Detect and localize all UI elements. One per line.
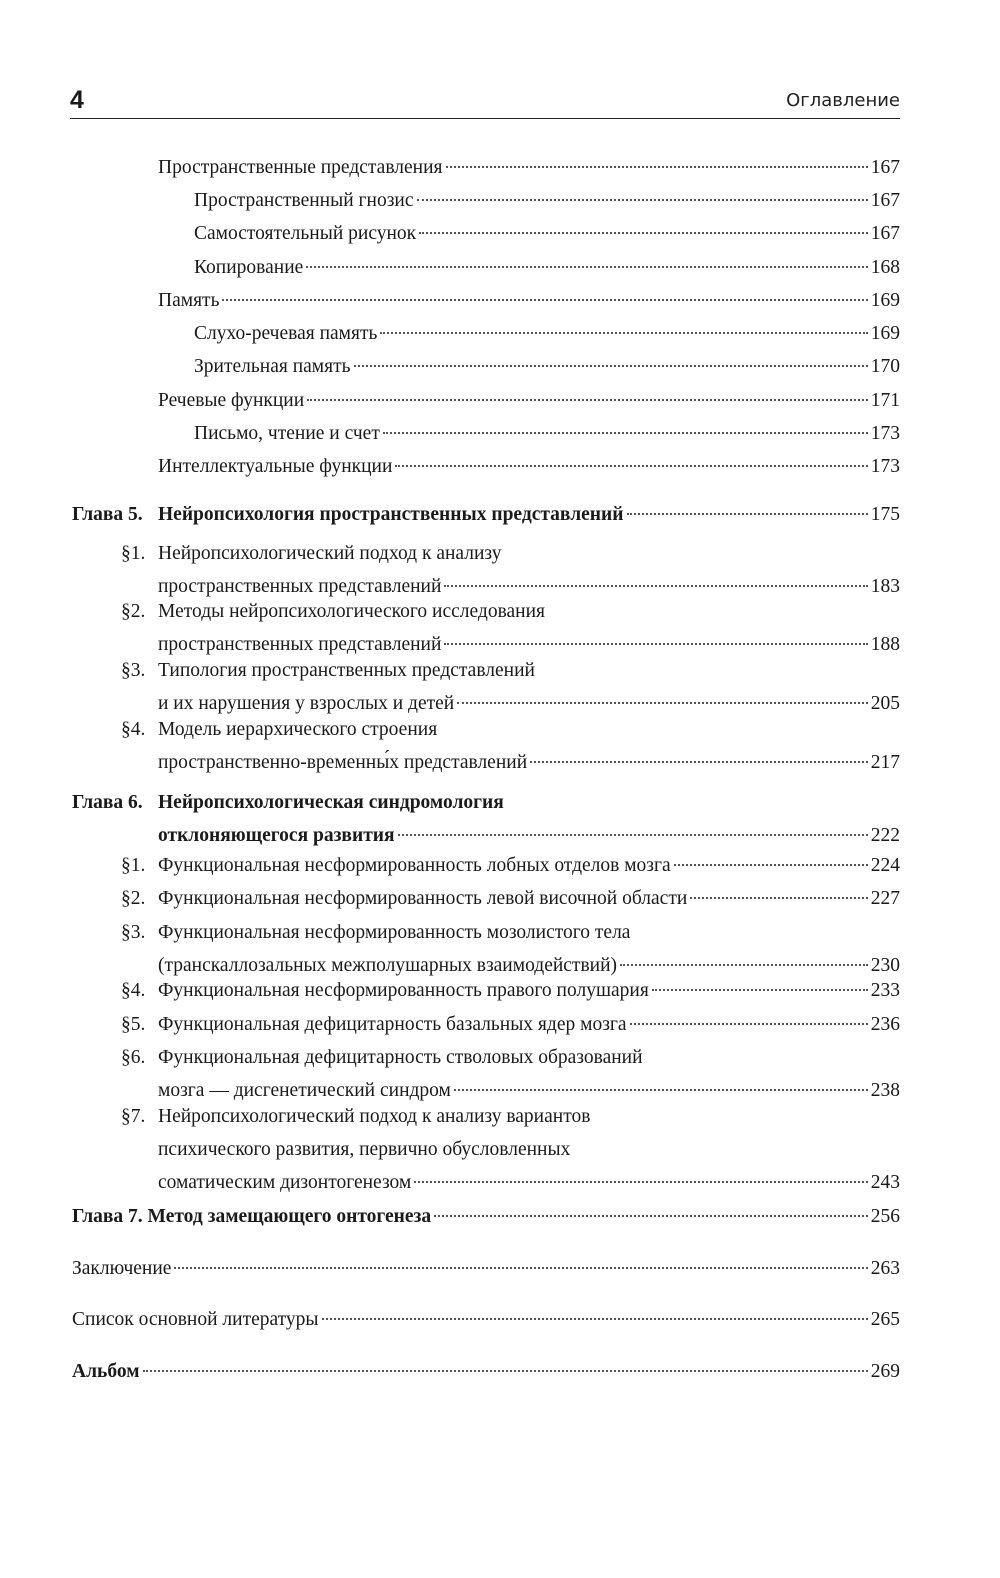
toc-section[interactable] (158, 849, 900, 882)
toc-entry-title: Альбом (72, 1361, 140, 1382)
leader-dots (419, 232, 868, 234)
toc-entry-page: 167 (870, 157, 900, 178)
section-number: §2. (121, 601, 146, 622)
toc-section[interactable] (158, 595, 900, 661)
section-title-line: Функциональная несформированность левой височной области (158, 888, 688, 909)
running-head: Оглавление (786, 90, 900, 111)
toc-entry-title: Слухо-речевая память (194, 323, 378, 344)
literature-entry[interactable] (72, 1303, 900, 1336)
leader-dots (322, 1318, 868, 1320)
toc-section[interactable] (158, 654, 900, 720)
toc-entry-page: 167 (870, 223, 900, 244)
chapter-title-line: Нейропсихологическая синдромология (158, 792, 504, 813)
leader-dots (434, 1215, 868, 1217)
section-title-line: соматическим дизонтогенезом (158, 1172, 412, 1193)
toc-entry-page: 265 (870, 1309, 900, 1330)
section-title-line: Функциональная дефицитарность стволовых образований (158, 1047, 643, 1068)
toc-entry-page: 227 (870, 888, 900, 909)
leader-dots (446, 166, 868, 168)
leader-dots (222, 299, 867, 301)
section-number: §3. (121, 922, 146, 943)
leader-dots (444, 643, 867, 645)
toc-entry-page: 269 (870, 1361, 900, 1382)
chapter-5-entry[interactable] (158, 498, 900, 531)
leader-dots (380, 332, 867, 334)
section-title-line: Функциональная несформированность правого полушария (158, 980, 649, 1001)
toc-entry[interactable] (194, 184, 900, 217)
leader-dots (444, 585, 867, 587)
leader-dots (395, 465, 867, 467)
leader-dots (174, 1267, 867, 1269)
toc-entry-page: 236 (870, 1014, 900, 1035)
toc-entry-title: Список основной литературы (72, 1309, 319, 1330)
toc-entry[interactable] (194, 251, 900, 284)
leader-dots (454, 1089, 868, 1091)
section-title-line: (транскаллозальных межполушарных взаимодействий) (158, 955, 618, 976)
section-number: §7. (121, 1106, 146, 1127)
section-title-line: пространственно-временны́х представлений (158, 752, 528, 773)
toc-section[interactable] (158, 537, 900, 603)
toc-entry[interactable] (158, 384, 900, 417)
toc-section[interactable] (158, 916, 900, 982)
toc-entry-title: Пространственный гнозис (194, 190, 414, 211)
toc-entry[interactable] (158, 151, 900, 184)
section-title-line: Функциональная дефицитарность базальных ядер мозга (158, 1014, 627, 1035)
section-title-line: пространственных представлений (158, 634, 442, 655)
section-number: §3. (121, 660, 146, 681)
toc-entry[interactable] (194, 417, 900, 450)
leader-dots (398, 834, 868, 836)
section-title-line: и их нарушения у взрослых и детей (158, 693, 455, 714)
leader-dots (306, 266, 867, 268)
toc-entry-page: 183 (870, 576, 900, 597)
section-number: §2. (121, 888, 146, 909)
toc-entry[interactable] (194, 217, 900, 250)
section-title-line: Функциональная несформированность лобных отделов мозга (158, 855, 671, 876)
section-number: §5. (121, 1014, 146, 1035)
chapter-title: Глава 7. Метод замещающего онтогенеза (72, 1206, 432, 1227)
toc-entry-page: 256 (870, 1206, 900, 1227)
section-title-line: пространственных представлений (158, 576, 442, 597)
toc-entry-page: 243 (870, 1172, 900, 1193)
album-entry[interactable] (72, 1355, 900, 1388)
toc-entry-page: 238 (870, 1080, 900, 1101)
toc-entry[interactable] (194, 350, 900, 383)
leader-dots (354, 365, 868, 367)
chapter-title: Нейропсихология пространственных представлений (158, 504, 624, 525)
section-title-line: Нейропсихологический подход к анализу (158, 543, 502, 564)
toc-entry-page: 175 (870, 504, 900, 525)
leader-dots (630, 1023, 868, 1025)
page-header (70, 84, 900, 119)
leader-dots (417, 199, 868, 201)
chapter-5-label: Глава 5. (72, 504, 143, 525)
leader-dots (627, 513, 868, 515)
toc-entry-page: 169 (870, 290, 900, 311)
section-number: §4. (121, 719, 146, 740)
toc-entry-page: 233 (870, 980, 900, 1001)
toc-entry-title: Речевые функции (158, 390, 305, 411)
toc-entry-title: Память (158, 290, 220, 311)
toc-entry-page: 230 (870, 955, 900, 976)
leader-dots (383, 432, 868, 434)
leader-dots (143, 1370, 868, 1372)
toc-entry-page: 168 (870, 257, 900, 278)
section-title-line: Функциональная несформированность мозолистого тела (158, 922, 631, 943)
section-title-line: Модель иерархического строения (158, 719, 438, 740)
conclusion-entry[interactable] (72, 1252, 900, 1285)
chapter-title-line: отклоняющегося развития (158, 825, 395, 846)
leader-dots (620, 964, 868, 966)
toc-entry-page: 263 (870, 1258, 900, 1279)
leader-dots (652, 989, 868, 991)
toc-entry-page: 169 (870, 323, 900, 344)
section-title-line: мозга — дисгенетический синдром (158, 1080, 451, 1101)
toc-entry[interactable] (194, 317, 900, 350)
section-title-line: Нейропсихологический подход к анализу вариантов (158, 1106, 591, 1127)
chapter-7-entry[interactable] (72, 1200, 900, 1233)
toc-entry-page: 173 (870, 423, 900, 444)
section-number: §1. (121, 855, 146, 876)
toc-entry-title: Заключение (72, 1258, 172, 1279)
toc-section[interactable] (158, 882, 900, 915)
toc-entry-page: 188 (870, 634, 900, 655)
toc-entry-title: Зрительная память (194, 356, 351, 377)
section-number: §6. (121, 1047, 146, 1068)
leader-dots (307, 399, 868, 401)
leader-dots (674, 864, 868, 866)
toc-entry-page: 217 (870, 752, 900, 773)
section-title-line: психического развития, первично обусловленных (158, 1139, 571, 1160)
toc-section[interactable] (158, 1100, 900, 1199)
toc-entry-title: Письмо, чтение и счет (194, 423, 380, 444)
toc-entry-title: Интеллектуальные функции (158, 456, 393, 477)
toc-entry[interactable] (158, 284, 900, 317)
toc-section[interactable] (158, 1008, 900, 1041)
toc-entry-title: Самостоятельный рисунок (194, 223, 417, 244)
toc-entry-page: 170 (870, 356, 900, 377)
section-number: §1. (121, 543, 146, 564)
toc-entry-page: 224 (870, 855, 900, 876)
toc-section[interactable] (158, 974, 900, 1007)
toc-entry-page: 173 (870, 456, 900, 477)
toc-entry-page: 205 (870, 693, 900, 714)
toc-entry-page: 222 (870, 825, 900, 846)
leader-dots (457, 702, 868, 704)
toc-entry-title: Пространственные представления (158, 157, 443, 178)
toc-entry-page: 171 (870, 390, 900, 411)
leader-dots (530, 761, 868, 763)
toc-section[interactable] (158, 1041, 900, 1107)
section-title-line: Типология пространственных представлений (158, 660, 535, 681)
toc-entry-title: Копирование (194, 257, 304, 278)
toc-section[interactable] (158, 713, 900, 779)
chapter-6-entry[interactable] (158, 786, 900, 852)
leader-dots (690, 897, 867, 899)
page-number: 4 (70, 86, 84, 114)
leader-dots (414, 1181, 867, 1183)
toc-entry-page: 167 (870, 190, 900, 211)
toc-entry[interactable] (158, 450, 900, 483)
section-number: §4. (121, 980, 146, 1001)
section-title-line: Методы нейропсихологического исследования (158, 601, 546, 622)
chapter-6-label: Глава 6. (72, 792, 143, 813)
